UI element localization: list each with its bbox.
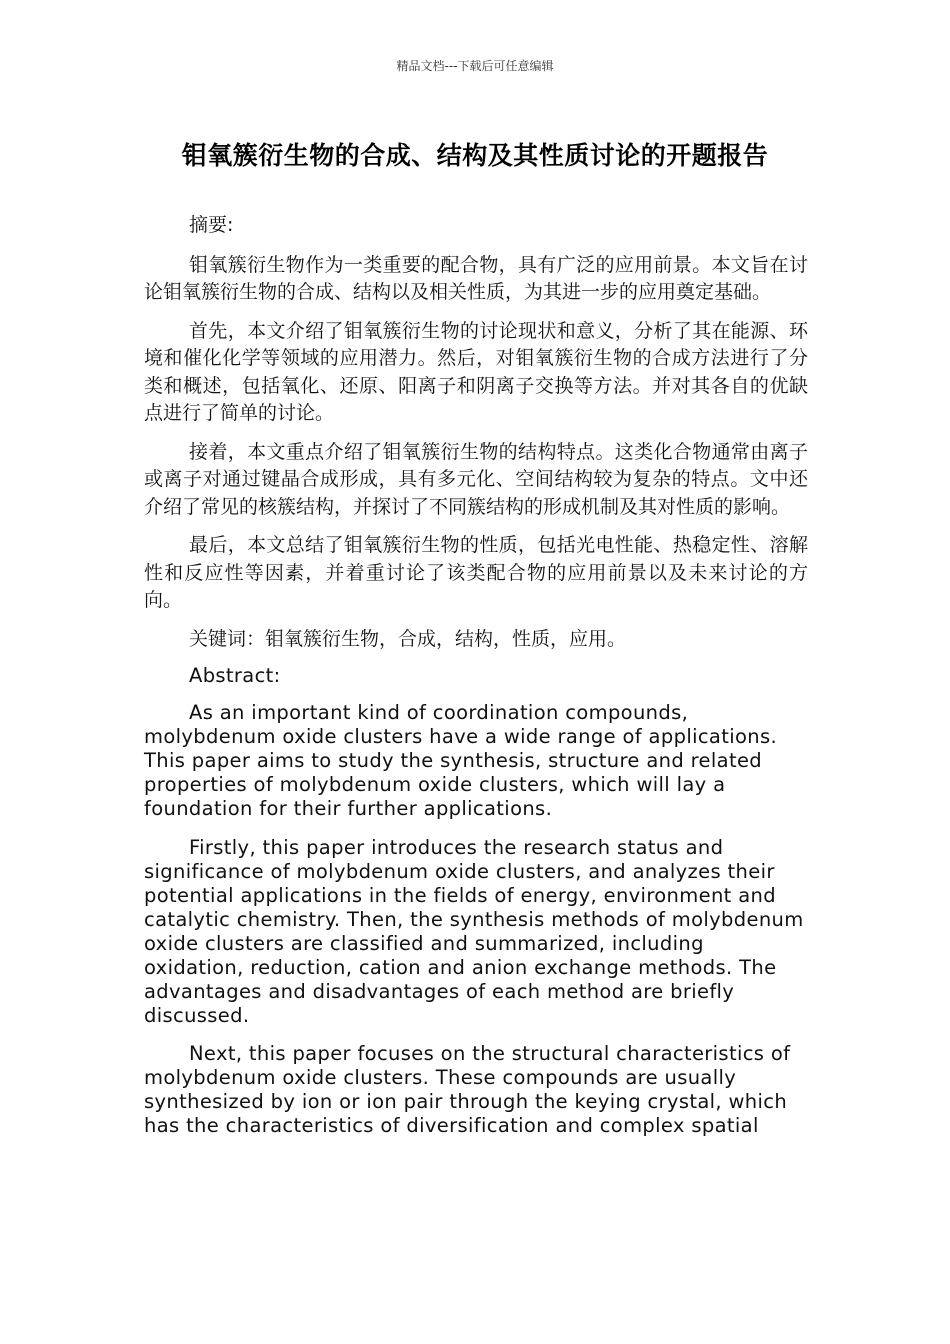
abstract-cn-paragraph: 钼氧簇衍生物作为一类重要的配合物，具有广泛的应用前景。本文旨在讨论钼氧簇衍生物的合成、结构以及相关性质，为其进一步的应用奠定基础。 [144,253,808,303]
abstract-en-paragraph: Firstly, this paper introduces the research status and significance of molybdenum oxide clusters, and analyzes their potential applications in the fields of energy, environment and catalytic chemistry. Then, the synthesis methods of molybdenum oxide clusters are classified and summarized, including oxidation, reduction, cation and anion exchange methods. The advantages and disadvantages of each method are briefly discussed. [144,835,804,1027]
abstract-cn-label: 摘要: [189,214,234,236]
abstract-cn-paragraph: 最后，本文总结了钼氧簇衍生物的性质，包括光电性能、热稳定性、溶解性和反应性等因素，并着重讨论了该类配合物的应用前景以及未来讨论的方向。 [144,534,808,611]
header-note: 精品文档---下载后可任意编辑 [396,59,554,73]
abstract-en-paragraph: As an important kind of coordination compounds, molybdenum oxide clusters have a wide range of applications. This paper aims to study the synthesis, structure and related properties of molybdenum oxide clusters, which will lay a foundation for their further applications. [144,701,778,820]
abstract-cn-paragraph: 接着，本文重点介绍了钼氧簇衍生物的结构特点。这类化合物通常由离子或离子对通过键晶合成形成，具有多元化、空间结构较为复杂的特点。文中还介绍了常见的核簇结构，并探讨了不同簇结构的形成机制及其对性质的影响。 [144,440,808,518]
abstract-en-label: Abstract: [189,664,281,687]
abstract-cn-paragraph: 首先，本文介绍了钼氧簇衍生物的讨论现状和意义，分析了其在能源、环境和催化化学等领域的应用潜力。然后，对钼氧簇衍生物的合成方法进行了分类和概述，包括氧化、还原、阳离子和阴离子交换等方法。并对其各自的优缺点进行了简单的讨论。 [144,319,808,424]
abstract-en-paragraph: Next, this paper focuses on the structural characteristics of molybdenum oxide clusters. These compounds are usually synthesized by ion or ion pair through the keying crystal, which has the characteristics of diversification and complex spatial [144,1042,791,1137]
document-title: 钼氧簇衍生物的合成、结构及其性质讨论的开题报告 [181,141,769,170]
keywords-cn: 关键词：钼氧簇衍生物，合成，结构，性质，应用。 [189,627,627,650]
document-body [144,212,808,1153]
